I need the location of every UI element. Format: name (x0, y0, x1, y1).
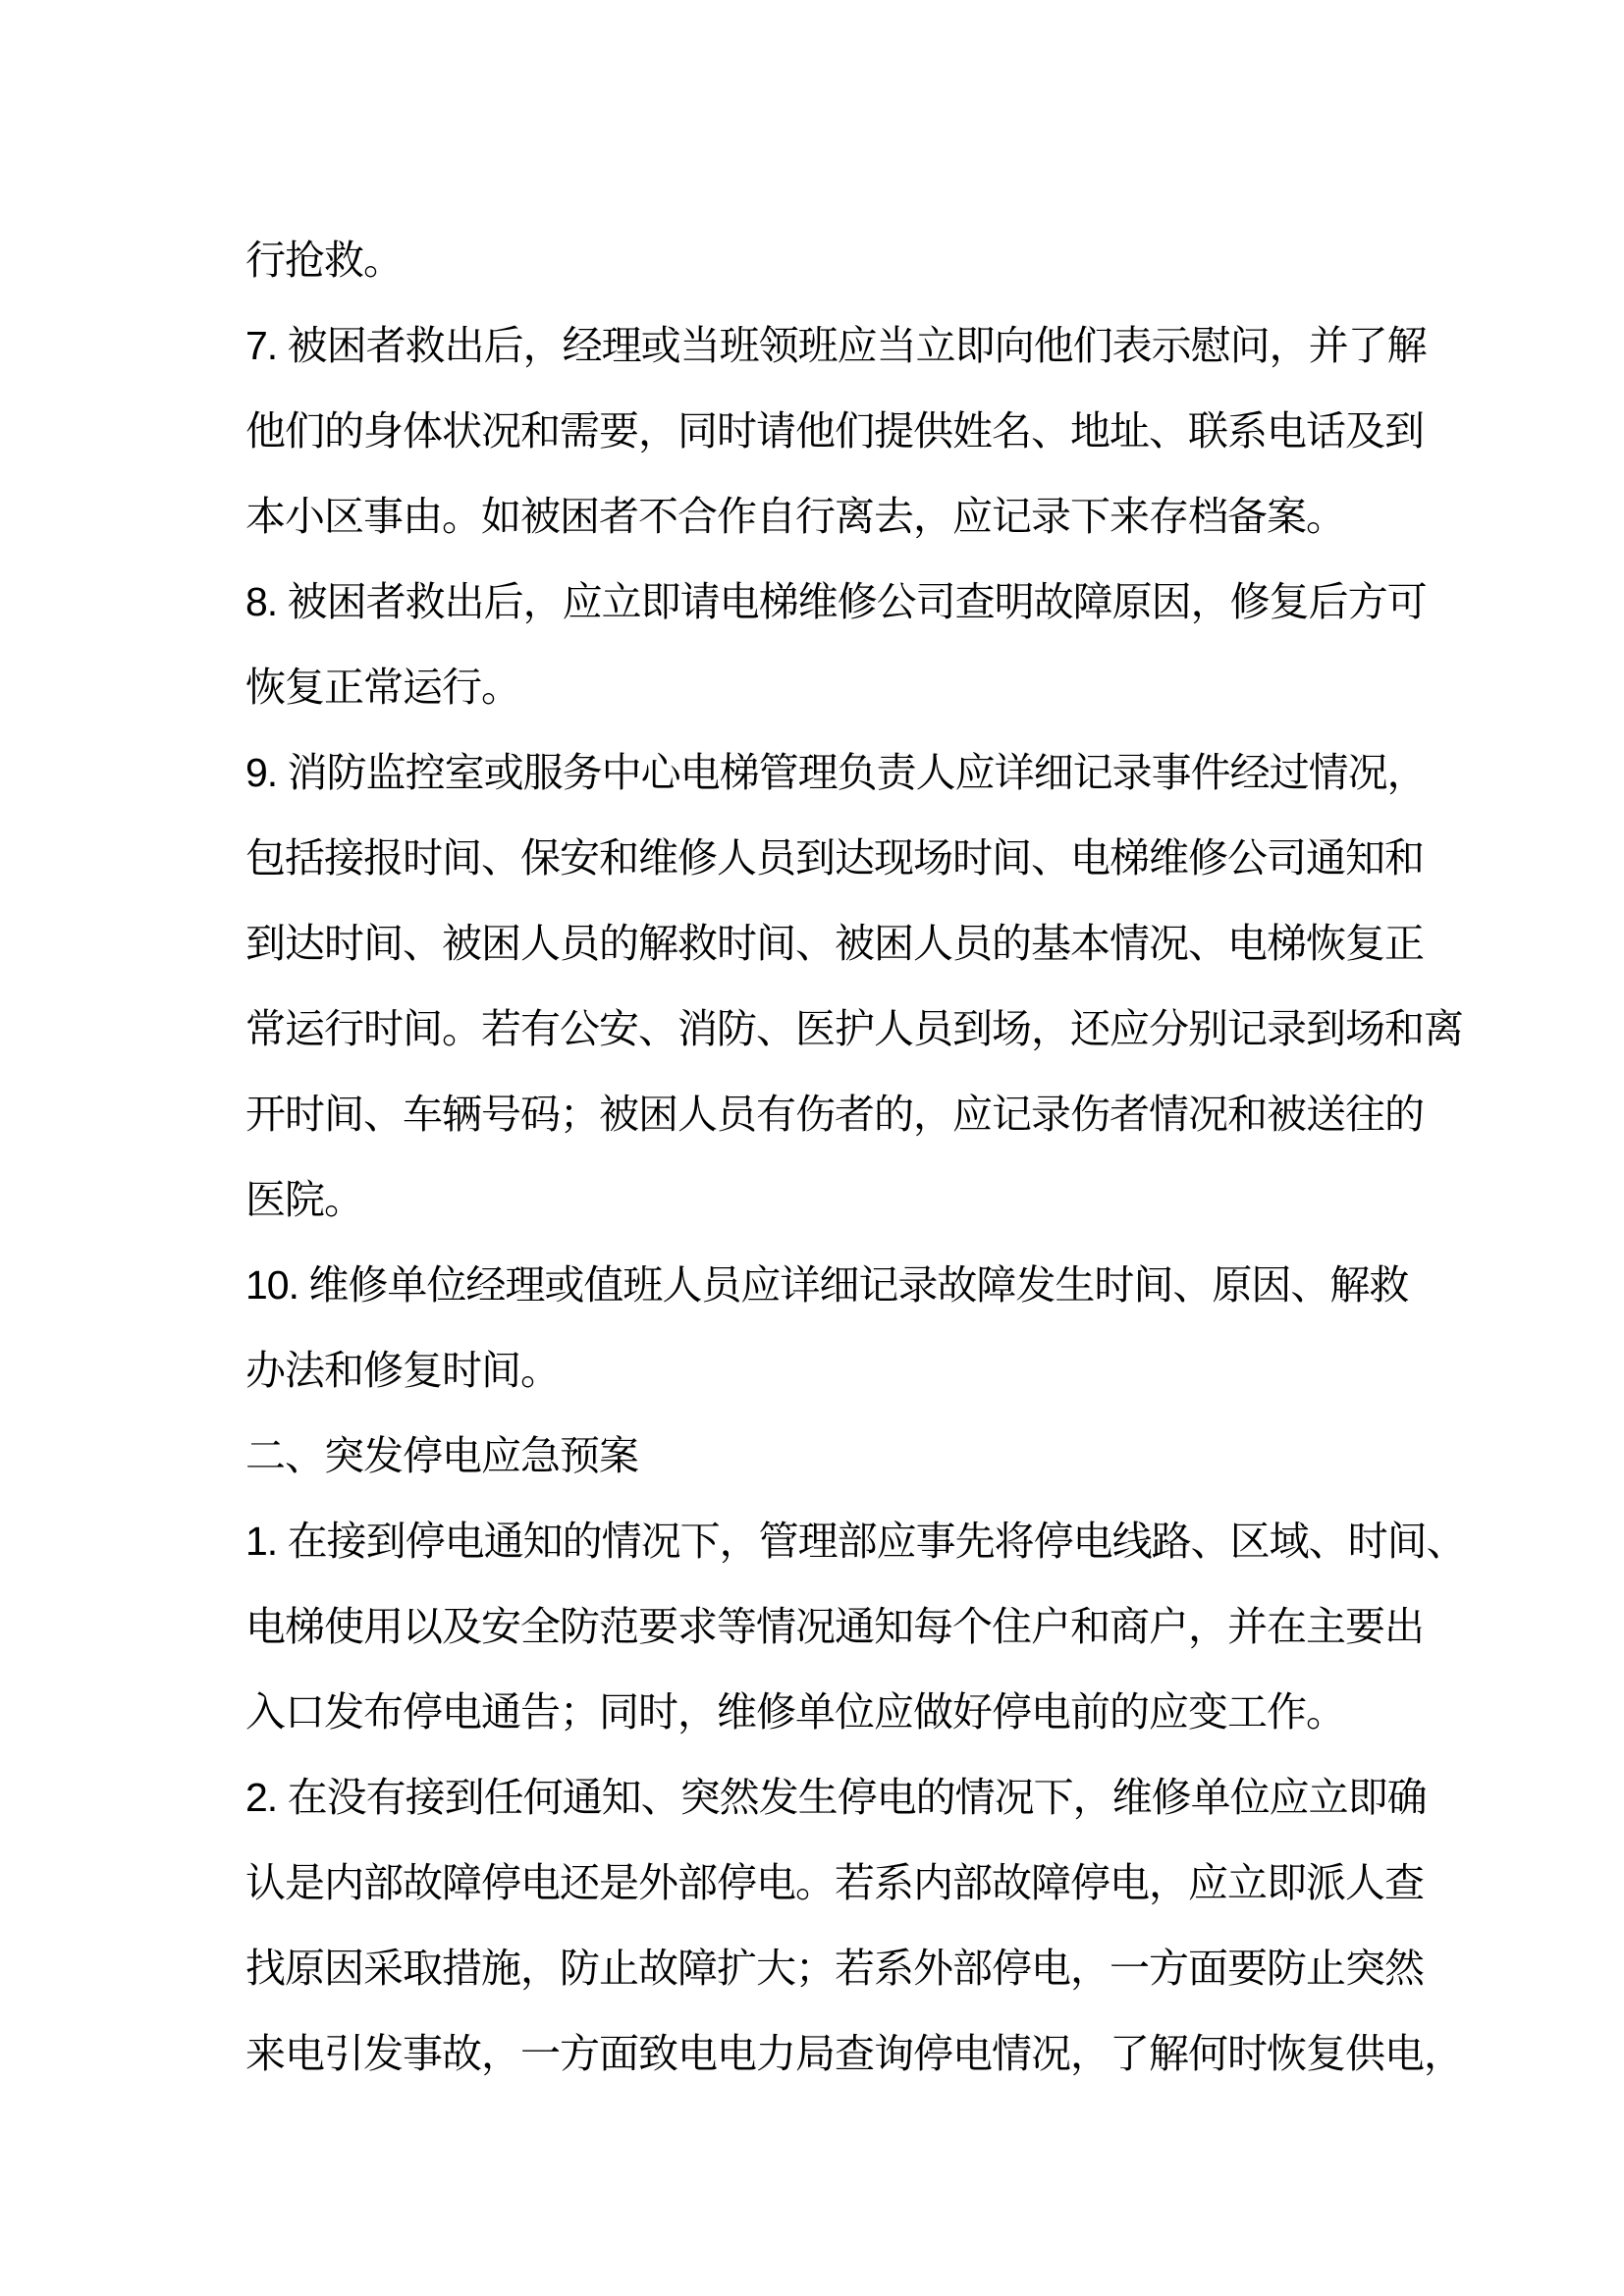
text-line: 找原因采取措施，防止故障扩大；若系外部停电，一方面要防止突然 (245, 1946, 1424, 1991)
text-line: 开时间、车辆号码；被困人员有伤者的，应记录伤者情况和被送往的 (245, 1092, 1424, 1137)
text-line: 行抢救。 (245, 238, 403, 283)
text-line: 电梯使用以及安全防范要求等情况通知每个住户和商户，并在主要出 (245, 1604, 1424, 1649)
text-line: 常运行时间。若有公安、消防、医护人员到场，还应分别记录到场和离 (245, 1006, 1463, 1051)
section-heading: 二、突发停电应急预案 (245, 1433, 638, 1478)
text-line: 来电引发事故，一方面致电电力局查询停电情况，了解何时恢复供电， (245, 2031, 1463, 2076)
text-line: 包括接报时间、保安和维修人员到达现场时间、电梯维修公司通知和 (245, 835, 1424, 881)
text-line: 认是内部故障停电还是外部停电。若系内部故障停电，应立即派人查 (245, 1860, 1424, 1905)
text-line: 办法和修复时间。 (245, 1348, 560, 1393)
text-line: 他们的身体状况和需要，同时请他们提供姓名、地址、联系电话及到 (245, 408, 1424, 454)
text-line: 1. 在接到停电通知的情况下，管理部应事先将停电线路、区域、时间、 (245, 1519, 1466, 1564)
text-line: 8. 被困者救出后，应立即请电梯维修公司查明故障原因，修复后方可 (245, 579, 1427, 624)
text-line: 2. 在没有接到任何通知、突然发生停电的情况下，维修单位应立即确 (245, 1775, 1427, 1820)
text-line: 到达时间、被困人员的解救时间、被困人员的基本情况、电梯恢复正 (245, 921, 1424, 966)
text-line: 9. 消防监控室或服务中心电梯管理负责人应详细记录事件经过情况， (245, 750, 1427, 795)
text-line: 7. 被困者救出后，经理或当班领班应当立即向他们表示慰问，并了解 (245, 323, 1427, 368)
text-line: 入口发布停电通告；同时，维修单位应做好停电前的应变工作。 (245, 1689, 1345, 1735)
document-text-block (245, 218, 1473, 2097)
text-line: 恢复正常运行。 (245, 665, 520, 710)
text-line: 本小区事由。如被困者不合作自行离去，应记录下来存档备案。 (245, 494, 1345, 539)
text-line: 医院。 (245, 1177, 363, 1222)
text-line: 10. 维修单位经理或值班人员应详细记录故障发生时间、原因、解救 (245, 1262, 1409, 1308)
